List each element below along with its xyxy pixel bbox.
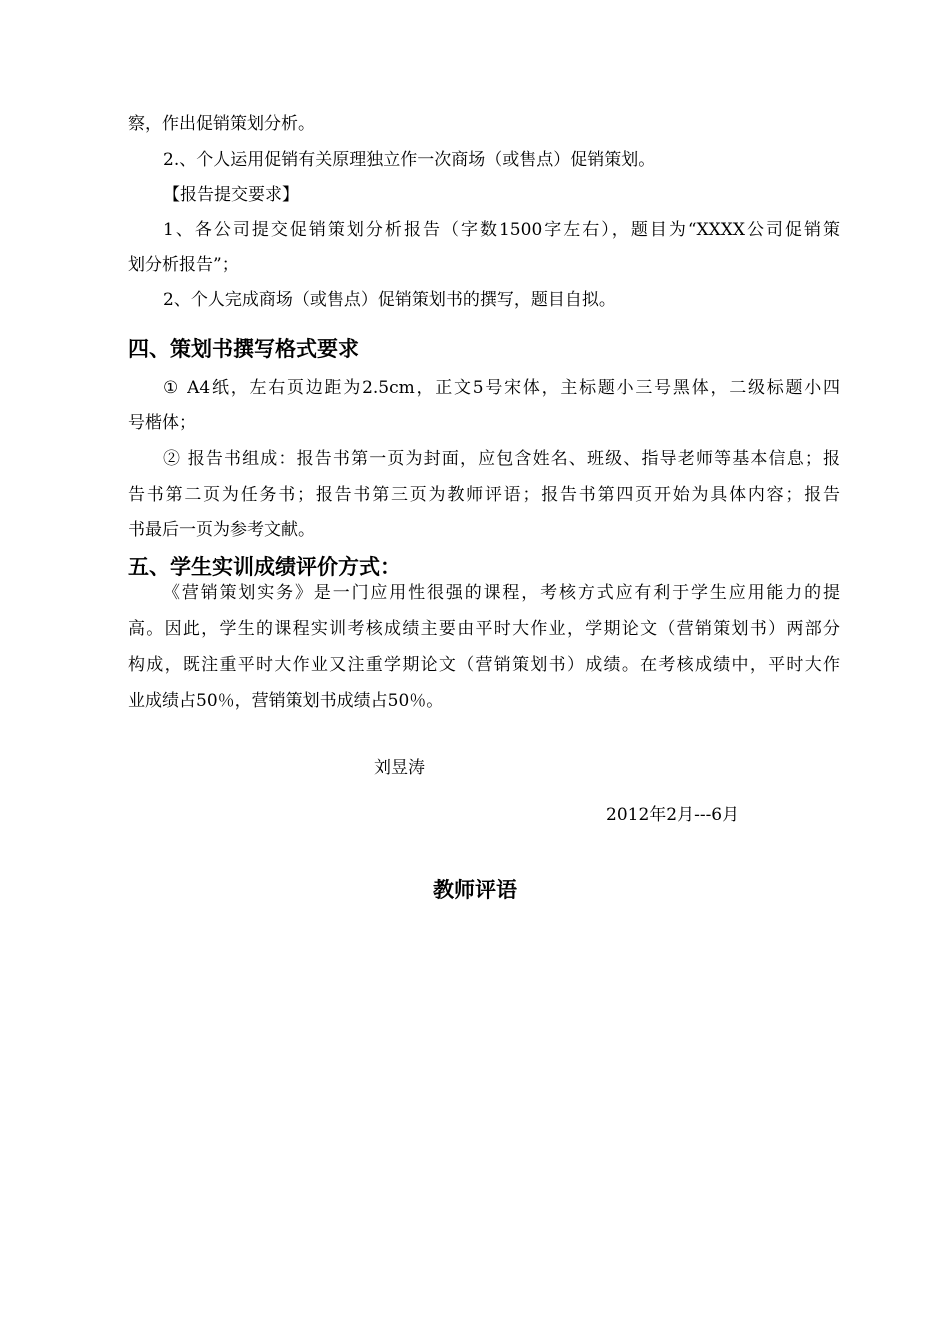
- paragraph-line: 2.、个人运用促销有关原理独立作一次商场（或售点）促销策划。: [163, 150, 656, 170]
- paragraph-line: 《营销策划实务》是一门应用性很强的课程，考核方式应有利于学生应用能力的提: [163, 583, 840, 603]
- section-heading-5: 五、学生实训成绩评价方式：: [128, 555, 401, 579]
- report-requirements-heading: 【报告提交要求】: [163, 185, 299, 205]
- signature-name: 刘昱涛: [374, 758, 425, 778]
- paragraph-line: 2、个人完成商场（或售点）促销策划书的撰写，题目自拟。: [163, 290, 616, 310]
- paragraph-line: 号楷体；: [128, 413, 196, 433]
- paragraph-line: 1、各公司提交促销策划分析报告（字数1500字左右），题目为“XXXX公司促销策: [163, 220, 840, 240]
- paragraph-line: 构成，既注重平时大作业又注重学期论文（营销策划书）成绩。在考核成绩中，平时大作: [128, 655, 840, 675]
- paragraph-line: 划分析报告”；: [128, 255, 239, 275]
- paragraph-line: 业成绩占50％，营销策划书成绩占50％。: [128, 691, 444, 711]
- paragraph-line: 察，作出促销策划分析。: [128, 114, 315, 134]
- paragraph-line: 高。因此，学生的课程实训考核成绩主要由平时大作业，学期论文（营销策划书）两部分: [128, 619, 840, 639]
- teacher-comments-title: 教师评语: [433, 878, 517, 902]
- paragraph-line: 书最后一页为参考文献。: [128, 520, 315, 540]
- paragraph-line: ① A4纸，左右页边距为2.5cm，正文5号宋体，主标题小三号黑体，二级标题小四: [163, 378, 840, 398]
- paragraph-line: 告书第二页为任务书；报告书第三页为教师评语；报告书第四页开始为具体内容；报告: [128, 485, 840, 505]
- section-heading-4: 四、策划书撰写格式要求: [128, 337, 359, 361]
- signature-date: 2012年2月---6月: [606, 805, 740, 825]
- paragraph-line: ② 报告书组成：报告书第一页为封面，应包含姓名、班级、指导老师等基本信息；报: [163, 449, 840, 469]
